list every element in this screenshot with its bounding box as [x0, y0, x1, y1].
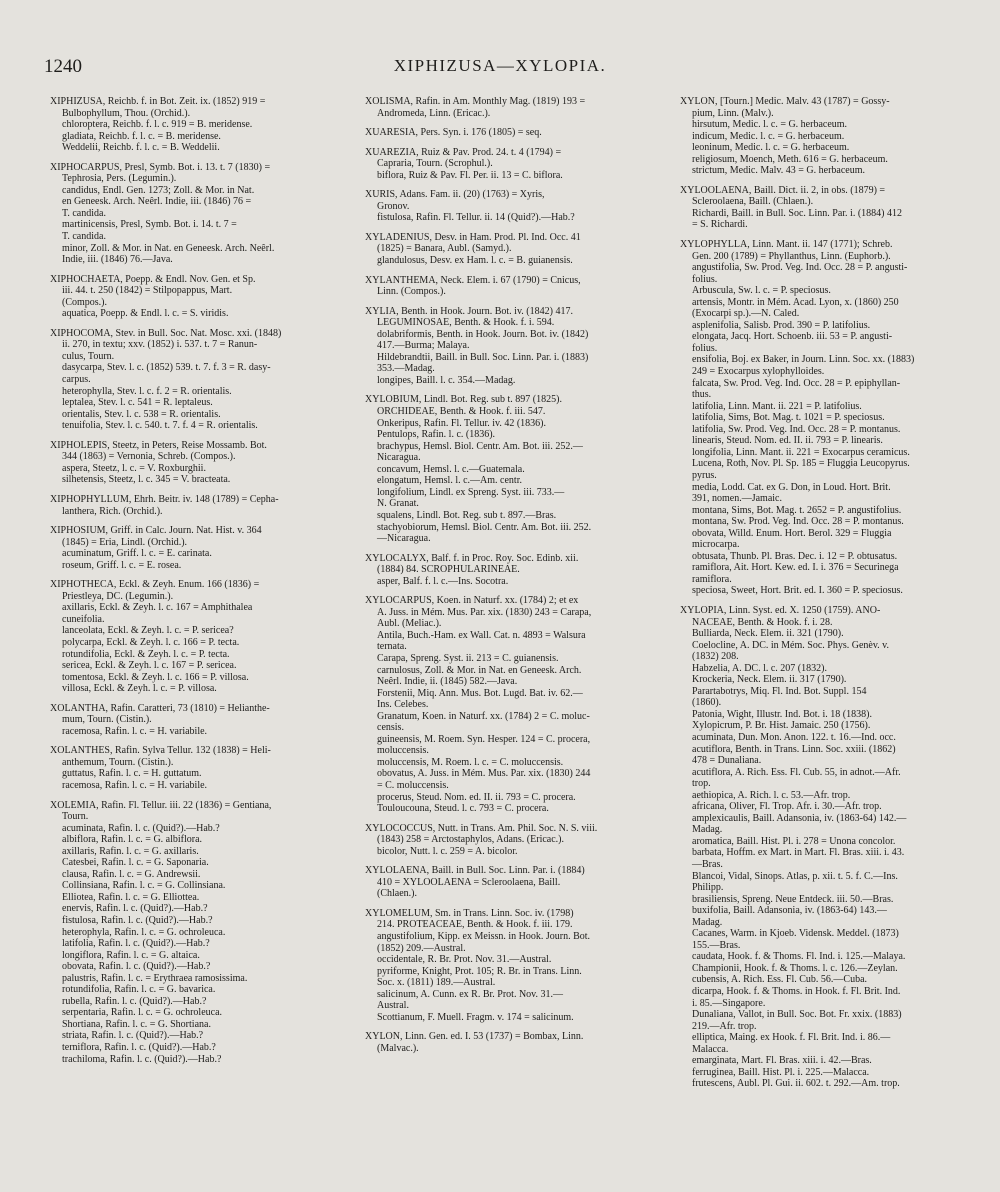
- entry-heading-line: XYLON, Linn. Gen. ed. I. 53 (1737) = Bombax, Linn.: [365, 1031, 584, 1043]
- entry-line: Capraria, Tourn. (Scrophul.).: [377, 158, 493, 170]
- entry-line: Championii, Hook. f. & Thoms. l. c. 126.—Zeylan.: [692, 962, 898, 974]
- entry-line: Lucena, Roth, Nov. Pl. Sp. 185 = Fluggia Leucopyrus.: [692, 458, 910, 470]
- entry-line: obtusata, Thunb. Pl. Bras. Dec. i. 12 = P. obtusatus.: [692, 550, 898, 562]
- genus-entry: [365, 908, 665, 1023]
- entry-line: Tephrosia, Pers. (Legumin.).: [62, 173, 177, 185]
- entry-heading-line: XYLOLAENA, Baill. in Bull. Soc. Linn. Par. i. (1884): [365, 865, 585, 877]
- entry-line: Malacca.: [692, 1043, 729, 1055]
- entry-line: 478 = Dunaliana.: [692, 755, 762, 767]
- entry-heading-line: XYLADENIUS, Desv. in Ham. Prod. Pl. Ind. Occ. 41: [365, 231, 581, 243]
- entry-line: biflora, Ruiz & Pav. Fl. Per. ii. 13 = C. biflora.: [377, 169, 563, 181]
- entry-line: Onkeripus, Rafin. Fl. Tellur. iv. 42 (1836).: [377, 417, 547, 429]
- entry-line: Dunaliana, Vallot, in Bull. Soc. Bot. Fr. xxix. (1883): [692, 1009, 902, 1021]
- entry-line: carpus.: [62, 374, 91, 386]
- entry-line: Weddelii, Reichb. f. l. c. = B. Weddelii.: [62, 142, 220, 154]
- entry-line: Nicaragua.: [377, 452, 421, 464]
- page-title: XIPHIZUSA—XYLOPIA.: [393, 56, 607, 75]
- entry-line: Madag.: [692, 824, 723, 836]
- entry-line: N. Granat.: [377, 498, 419, 510]
- entry-line: salicinum, A. Cunn. ex R. Br. Prot. Nov. 31.—: [377, 988, 564, 1000]
- genus-entry: [365, 553, 665, 588]
- genus-entry: [50, 703, 350, 738]
- entry-line: squalens, Lindl. Bot. Reg. sub t. 897.—Bras.: [377, 509, 557, 521]
- entry-line: procerus, Steud. Nom. ed. II. ii. 793 = C. procera.: [377, 791, 576, 803]
- entry-line: 155.—Bras.: [692, 939, 741, 951]
- genus-entry: [50, 494, 350, 517]
- entry-line: obovatus, A. Juss. in Mém. Mus. Par. xix. (1830) 244: [377, 768, 591, 780]
- entry-line: striata, Rafin. l. c. (Quid?).—Hab.?: [62, 1030, 204, 1042]
- entry-line: heterophylla, Stev. l. c. f. 2 = R. orientalis.: [62, 385, 232, 397]
- entry-line: iii. 44. t. 250 (1842) = Stilpopappus, Mart.: [62, 285, 233, 297]
- entry-line: stachyobiorum, Hemsl. Biol. Centr. Am. Bot. iii. 252.: [377, 521, 592, 533]
- entry-line: (Chlaen.).: [377, 888, 417, 900]
- entry-line: latifolia, Sims, Bot. Mag. t. 1021 = P. speciosus.: [692, 412, 885, 424]
- entry-heading-line: XIPHOCARPUS, Presl, Symb. Bot. i. 13. t. 7 (1830) =: [50, 161, 271, 173]
- entry-line: cuneifolia.: [62, 613, 105, 625]
- entry-line: angustifolium, Kipp. ex Meissn. in Hook. Journ. Bot.: [377, 931, 591, 942]
- entry-line: frutescens, Aubl. Pl. Gui. ii. 602. t. 292.—Am. trop.: [692, 1078, 900, 1090]
- entry-heading-line: XOLANTHA, Rafin. Caratteri, 73 (1810) = Helianthe-: [50, 702, 270, 714]
- genus-entry: [365, 275, 665, 298]
- entry-line: Neêrl. Indie, ii. (1845) 582.—Java.: [377, 676, 518, 688]
- entry-line: (1884) 84. SCROPHULARINEAE.: [377, 564, 520, 576]
- genus-entry: [365, 823, 665, 858]
- entry-line: montana, Sw. Prod. Veg. Ind. Occ. 28 = P. montanus.: [692, 516, 904, 528]
- entry-heading-line: XYLOCOCCUS, Nutt. in Trans. Am. Phil. Soc. N. S. viii.: [365, 822, 598, 834]
- entry-line: A. Juss. in Mém. Mus. Par. xix. (1830) 243 = Carapa,: [377, 606, 592, 618]
- entry-line: acuminata, Rafin. l. c. (Quid?).—Hab.?: [62, 822, 220, 834]
- entry-line: ramiflora.: [692, 573, 732, 585]
- entry-line: heterophyla, Rafin. l. c. = G. ochroleuca.: [62, 926, 226, 938]
- entry-line: hirsutum, Medic. l. c. = G. herbaceum.: [692, 119, 848, 131]
- entry-line: angustifolia, Sw. Prod. Veg. Ind. Occ. 28 = P. angusti-: [692, 262, 908, 274]
- entry-line: montana, Sims, Bot. Mag. t. 2652 = P. angustifolius.: [692, 504, 902, 516]
- entry-line: gladiata, Reichb. f. l. c. = B. meridense.: [62, 130, 221, 142]
- entry-line: glandulosus, Desv. ex Ham. l. c. = B. guianensis.: [377, 255, 573, 267]
- entry-line: 249 = Exocarpus xylophylloides.: [692, 366, 825, 378]
- entry-line: Touloucouna, Steud. l. c. 793 = C. procera.: [377, 803, 549, 815]
- entry-line: Pentulops, Rafin. l. c. (1836).: [377, 429, 496, 441]
- entry-line: Antila, Buch.-Ham. ex Wall. Cat. n. 4893 = Walsura: [377, 629, 586, 641]
- entry-line: amplexicaulis, Baill. Adansonia, iv. (1863-64) 142.—: [692, 812, 907, 824]
- entry-line: 410 = XYLOOLAENA = Scleroolaena, Baill.: [377, 876, 561, 888]
- genus-entry: [365, 595, 665, 814]
- page-number: 1240: [44, 56, 82, 77]
- entry-line: occidentale, R. Br. Prot. Nov. 31.—Austral.: [377, 954, 552, 966]
- entry-line: guineensis, M. Roem. Syn. Hesper. 124 = C. procera,: [377, 733, 591, 745]
- entry-line: dicarpa, Hook. f. & Thoms. in Hook. f. Fl. Brit. Ind.: [692, 986, 901, 998]
- entry-line: carnulosus, Zoll. & Mor. in Nat. en Geneesk. Arch.: [377, 664, 582, 676]
- entry-line: guttatus, Rafin. l. c. = H. guttatum.: [62, 768, 202, 780]
- entry-line: aquatica, Poepp. & Endl. l. c. = S. viridis.: [62, 308, 229, 320]
- entry-line: Xylopicrum, P. Br. Hist. Jamaic. 250 (1756).: [692, 720, 871, 732]
- entry-line: acutiflora, Benth. in Trans. Linn. Soc. xxiii. (1862): [692, 743, 896, 755]
- entry-line: = C. moluccensis.: [377, 779, 449, 791]
- entry-line: Catesbei, Rafin. l. c. = G. Saponaria.: [62, 857, 209, 869]
- entry-line: ORCHIDEAE, Benth. & Hook. f. iii. 547.: [377, 406, 546, 418]
- entry-line: thus.: [692, 389, 712, 401]
- entry-line: minor, Zoll. & Mor. in Nat. en Geneesk. Arch. Neêrl.: [62, 242, 275, 254]
- entry-line: T. candida.: [62, 207, 106, 219]
- entry-line: martinicensis, Presl, Symb. Bot. i. 14. t. 7 =: [62, 219, 237, 231]
- page-header: [0, 56, 1000, 86]
- entry-line: ferruginea, Baill. Hist. Pl. i. 225.—Malacca.: [692, 1066, 870, 1078]
- entry-line: elongata, Jacq. Hort. Schoenb. iii. 53 = P. angusti-: [692, 331, 893, 343]
- genus-entry: [365, 394, 665, 544]
- entry-line: pium, Linn. (Malv.).: [692, 107, 774, 119]
- entry-line: 214. PROTEACEAE, Benth. & Hook. f. iii. 179.: [377, 919, 573, 931]
- entry-line: Arbuscula, Sw. l. c. = P. speciosus.: [692, 285, 831, 297]
- entry-heading-line: XURIS, Adans. Fam. ii. (20) (1763) = Xyris,: [365, 189, 545, 201]
- entry-line: latifolia, Sw. Prod. Veg. Ind. Occ. 28 = P. montanus.: [692, 423, 901, 435]
- genus-entry: [50, 440, 350, 486]
- entry-line: Carapa, Spreng. Syst. ii. 213 = C. guianensis.: [377, 652, 559, 664]
- genus-entry: [365, 189, 665, 224]
- entry-line: Parartabotrys, Miq. Fl. Ind. Bot. Suppl. 154: [692, 685, 867, 697]
- entry-line: indicum, Medic. l. c. = G. herbaceum.: [692, 130, 845, 142]
- entry-line: Habzelia, A. DC. l. c. 207 (1832).: [692, 662, 827, 674]
- entry-line: Andromeda, Linn. (Ericac.).: [377, 107, 491, 119]
- entry-line: strictum, Medic. Malv. 43 = G. herbaceum.: [692, 165, 866, 177]
- entry-line: racemosa, Rafin. l. c. = H. variabile.: [62, 725, 208, 737]
- entry-line: Soc. x. (1811) 189.—Austral.: [377, 977, 496, 989]
- entry-line: chloroptera, Reichb. f. l. c. 919 = B. meridense.: [62, 119, 253, 131]
- entry-line: Krockeria, Neck. Elem. ii. 317 (1790).: [692, 674, 847, 686]
- entry-line: tenuifolia, Stev. l. c. 540. t. 7. f. 4 = R. orientalis.: [62, 420, 258, 432]
- entry-heading-line: XIPHOLEPIS, Steetz, in Peters, Reise Mossamb. Bot.: [50, 439, 267, 451]
- entry-line: pyrus.: [692, 469, 717, 481]
- entry-line: Bulbophyllum, Thou. (Orchid.).: [62, 107, 191, 119]
- entry-line: dolabriformis, Benth. in Hook. Journ. Bot. iv. (1842): [377, 328, 589, 340]
- entry-line: ramiflora, Ait. Hort. Kew. ed. I. i. 376 = Securinega: [692, 562, 899, 574]
- entry-line: Richardi, Baill. in Bull. Soc. Linn. Par. i. (1884) 412: [692, 207, 902, 219]
- entry-line: cubensis, A. Rich. Ess. Fl. Cub. 56.—Cuba.: [692, 974, 868, 986]
- genus-entry: [50, 162, 350, 266]
- entry-line: 219.—Afr. trop.: [692, 1020, 757, 1032]
- entry-line: Philipp.: [692, 882, 724, 894]
- entry-line: T. candida.: [62, 231, 106, 243]
- entry-heading-line: XYLOCARPUS, Koen. in Naturf. xx. (1784) 2; et ex: [365, 595, 579, 607]
- genus-entry: [680, 605, 980, 1090]
- entry-line: rotundifolia, Eckl. & Zeyh. l. c. = P. tecta.: [62, 648, 230, 660]
- entry-line: microcarpa.: [692, 539, 740, 551]
- genus-entry: [680, 96, 980, 177]
- entry-line: asplenifolia, Salisb. Prod. 390 = P. latifolius.: [692, 319, 871, 331]
- entry-line: tomentosa, Eckl. & Zeyh. l. c. 166 = P. villosa.: [62, 671, 249, 683]
- entry-line: folius.: [692, 342, 718, 354]
- entry-line: silhetensis, Steetz, l. c. 345 = V. bracteata.: [62, 474, 231, 486]
- entry-line: Scottianum, F. Muell. Fragm. v. 174 = salicinum.: [377, 1011, 574, 1023]
- entry-line: LEGUMINOSAE, Benth. & Hook. f. i. 594.: [377, 317, 555, 329]
- entry-line: Scleroolaena, Baill. (Chlaen.).: [692, 196, 814, 208]
- column-2: [365, 96, 665, 1062]
- entry-line: Blancoi, Vidal, Sinops. Atlas, p. xii. t. 5. f. C.—Ins.: [692, 870, 898, 882]
- entry-line: elongatum, Hemsl. l. c.—Am. centr.: [377, 475, 522, 487]
- entry-line: fistulosa, Rafin. l. c. (Quid?).—Hab.?: [62, 915, 213, 926]
- entry-heading-line: XYLON, [Tourn.] Medic. Malv. 43 (1787) = Gossy-: [680, 96, 890, 107]
- entry-line: en Geneesk. Arch. Neêrl. Indie, iii. (1846) 76 =: [62, 196, 252, 208]
- entry-line: Aubl. (Meliac.).: [377, 618, 442, 630]
- entry-line: Hildebrandtii, Baill. in Bull. Soc. Linn. Par. i. (1883): [377, 351, 589, 363]
- entry-line: africana, Oliver, Fl. Trop. Afr. i. 30.—Afr. trop.: [692, 801, 882, 813]
- entry-line: albiflora, Rafin. l. c. = G. albiflora.: [62, 834, 203, 846]
- genus-entry: [50, 745, 350, 791]
- column-3: [680, 96, 980, 1098]
- entry-line: buxifolia, Baill. Adansonia, iv. (1863-64) 143.—: [692, 905, 887, 917]
- entry-line: dasycarpa, Stev. l. c. (1852) 539. t. 7. f. 3 = R. dasy-: [62, 362, 271, 374]
- entry-line: Bulliarda, Neck. Elem. ii. 321 (1790).: [692, 628, 844, 640]
- entry-line: concavum, Hemsl. l. c.—Guatemala.: [377, 463, 525, 475]
- genus-entry: [50, 274, 350, 320]
- entry-line: serpentaria, Rafin. l. c. = G. ochroleuca.: [62, 1007, 223, 1019]
- entry-line: censis.: [377, 722, 404, 734]
- entry-line: axillaris, Rafin. l. c. = G. axillaris.: [62, 845, 199, 857]
- entry-line: Linn. (Compos.).: [377, 286, 446, 298]
- entry-line: Forstenii, Miq. Ann. Mus. Bot. Lugd. Bat. iv. 62.—: [377, 687, 583, 699]
- entry-line: emarginata, Mart. Fl. Bras. xiii. i. 42.—Bras.: [692, 1055, 872, 1067]
- entry-line: ii. 270, in textu; xxv. (1852) i. 537. t. 7 = Ranun-: [62, 339, 258, 351]
- entry-line: Elliotea, Rafin. l. c. = G. Elliottea.: [62, 891, 200, 903]
- entry-line: obovata, Rafin. l. c. (Quid?).—Hab.?: [62, 961, 211, 973]
- entry-heading-line: XYLANTHEMA, Neck. Elem. i. 67 (1790) = Cnicus,: [365, 274, 581, 286]
- entry-line: Coelocline, A. DC. in Mém. Soc. Phys. Genèv. v.: [692, 639, 890, 651]
- genus-entry: [680, 239, 980, 597]
- entry-line: Madag.: [692, 916, 723, 928]
- entry-heading-line: XYLOCALYX, Balf. f. in Proc. Roy. Soc. Edinb. xii.: [365, 552, 579, 564]
- entry-line: rubella, Rafin. l. c. (Quid?).—Hab.?: [62, 995, 207, 1007]
- genus-entry: [365, 147, 665, 182]
- entry-line: lanceolata, Eckl. & Zeyh. l. c. = P. sericea?: [62, 625, 234, 637]
- entry-line: Austral.: [377, 1000, 409, 1012]
- entry-line: i. 85.—Singapore.: [692, 997, 766, 1009]
- entry-line: clausa, Rafin. l. c. = G. Andrewsii.: [62, 868, 201, 880]
- entry-heading-line: XOLISMA, Rafin. in Am. Monthly Mag. (1819) 193 =: [365, 96, 586, 107]
- entry-line: Priestleya, DC. (Legumin.).: [62, 590, 174, 602]
- entry-line: falcata, Sw. Prod. Veg. Ind. Occ. 28 = P. epiphyllan-: [692, 377, 901, 389]
- entry-line: barbata, Hoffm. ex Mart. in Mart. Fl. Bras. xiii. i. 43.: [692, 847, 905, 859]
- entry-line: aspera, Steetz, l. c. = V. Roxburghii.: [62, 462, 206, 474]
- entry-line: artensis, Montr. in Mém. Acad. Lyon, x. (1860) 250: [692, 296, 899, 308]
- entry-line: longifolia, Linn. Mant. ii. 221 = Exocarpus ceramicus.: [692, 446, 910, 458]
- entry-line: Patonia, Wight, Illustr. Ind. Bot. i. 18 (1838).: [692, 708, 872, 720]
- entry-line: 353.—Madag.: [377, 363, 435, 375]
- entry-line: orientalis, Stev. l. c. 538 = R. orientalis.: [62, 408, 221, 420]
- entry-heading-line: XUAREZIA, Ruiz & Pav. Prod. 24. t. 4 (1794) =: [365, 146, 562, 158]
- entry-line: roseum, Griff. l. c. = E. rosea.: [62, 559, 182, 571]
- entry-line: (1843) 258 = Arctostaphylos, Adans. (Ericac.).: [377, 834, 564, 846]
- entry-line: 417.—Burma; Malaya.: [377, 340, 470, 352]
- entry-line: latifolia, Rafin. l. c. (Quid?).—Hab.?: [62, 938, 210, 950]
- genus-entry: [365, 865, 665, 900]
- entry-line: villosa, Eckl. & Zeyh. l. c. = P. villosa.: [62, 683, 217, 695]
- entry-heading-line: XIPHOCOMA, Stev. in Bull. Soc. Nat. Mosc. xxi. (1848): [50, 327, 282, 339]
- entry-line: speciosa, Sweet, Hort. Brit. ed. I. 360 = P. speciosus.: [692, 585, 903, 597]
- entry-heading-line: XIPHOTHECA, Eckl. & Zeyh. Enum. 166 (1836) =: [50, 579, 260, 591]
- entry-line: rotundifolia, Rafin. l. c. = G. bavarica.: [62, 984, 216, 996]
- entry-line: Tourn.: [62, 811, 89, 823]
- genus-entry: [680, 185, 980, 231]
- entry-line: trop.: [692, 778, 711, 790]
- entry-line: (1825) = Banara, Aubl. (Samyd.).: [377, 243, 512, 255]
- column-1: [50, 96, 350, 1073]
- entry-line: brachypus, Hemsl. Biol. Centr. Am. Bot. iii. 252.—: [377, 440, 583, 452]
- entry-line: leptalea, Stev. l. c. 541 = R. leptaleus.: [62, 397, 213, 409]
- entry-line: (1860).: [692, 697, 722, 709]
- entry-line: aethiopica, A. Rich. l. c. 53.—Afr. trop.: [692, 789, 851, 801]
- entry-line: acuminata, Dun. Mon. Anon. 122. t. 16.—Ind. occ.: [692, 731, 896, 743]
- entry-line: pyriforme, Knight, Prot. 105; R. Br. in Trans. Linn.: [377, 965, 582, 977]
- entry-heading-line: XUARESIA, Pers. Syn. i. 176 (1805) = seq.: [365, 127, 542, 139]
- entry-heading-line: XIPHOPHYLLUM, Ehrh. Beitr. iv. 148 (1789) = Cepha-: [50, 493, 279, 505]
- entry-line: mum, Tourn. (Cistin.).: [62, 714, 152, 726]
- genus-entry: [365, 232, 665, 267]
- genus-entry: [50, 96, 350, 154]
- genus-entry: [50, 328, 350, 432]
- genus-entry: [365, 127, 665, 139]
- entry-line: bicolor, Nutt. l. c. 259 = A. bicolor.: [377, 845, 518, 857]
- entry-line: moluccensis.: [377, 745, 429, 757]
- entry-line: 344 (1863) = Vernonia, Schreb. (Compos.).: [62, 451, 236, 463]
- entry-line: longifolium, Lindl. ex Spreng. Syst. iii. 733.—: [377, 486, 565, 498]
- entry-line: obovata, Willd. Enum. Hort. Berol. 329 = Fluggia: [692, 527, 892, 539]
- entry-line: Gen. 200 (1789) = Phyllanthus, Linn. (Euphorb.).: [692, 250, 891, 262]
- entry-line: —Bras.: [692, 859, 723, 870]
- entry-line: longipes, Baill. l. c. 354.—Madag.: [377, 374, 516, 386]
- entry-line: ternata.: [377, 641, 407, 653]
- entry-line: trachiloma, Rafin. l. c. (Quid?).—Hab.?: [62, 1053, 222, 1065]
- entry-line: 391, nomen.—Jamaic.: [692, 493, 782, 505]
- entry-line: lanthera, Rich. (Orchid.).: [62, 505, 163, 517]
- entry-line: enervis, Rafin. l. c. (Quid?).—Hab.?: [62, 903, 208, 915]
- entry-line: Gronov.: [377, 200, 410, 212]
- entry-line: (1845) = Eria, Lindl. (Orchid.).: [62, 536, 188, 548]
- entry-line: brasiliensis, Spreng. Neue Entdeck. iii. 50.—Bras.: [692, 893, 894, 905]
- genus-entry: [365, 306, 665, 387]
- entry-line: Cacanes, Warm. in Kjoeb. Vidensk. Meddel. (1873): [692, 928, 899, 940]
- entry-line: Granatum, Koen. in Naturf. xx. (1784) 2 = C. moluc-: [377, 710, 590, 722]
- entry-line: acuminatum, Griff. l. c. = E. carinata.: [62, 548, 212, 560]
- entry-line: (Compos.).: [62, 296, 107, 308]
- entry-line: NACEAE, Benth. & Hook. f. i. 28.: [692, 616, 833, 628]
- entry-line: culus, Tourn.: [62, 350, 115, 362]
- entry-line: ensifolia, Boj. ex Baker, in Journ. Linn. Soc. xx. (1883): [692, 354, 915, 366]
- entry-line: (1852) 209.—Austral.: [377, 942, 466, 954]
- entry-heading-line: XYLOBIUM, Lindl. Bot. Reg. sub t. 897 (1825).: [365, 394, 562, 406]
- entry-line: anthemum, Tourn. (Cistin.).: [62, 756, 174, 768]
- entry-line: axillaris, Eckl. & Zeyh. l. c. 167 = Amphithalea: [62, 602, 253, 614]
- entry-line: linearis, Steud. Nom. ed. II. ii. 793 = P. linearis.: [692, 435, 883, 447]
- entry-heading-line: XIPHOSIUM, Griff. in Calc. Journ. Nat. Hist. v. 364: [50, 525, 262, 537]
- entry-line: racemosa, Rafin. l. c. = H. variabile.: [62, 779, 208, 791]
- entry-line: Shortiana, Rafin. l. c. = G. Shortiana.: [62, 1018, 211, 1030]
- entry-line: (Exocarpi sp.).—N. Caled.: [692, 308, 800, 320]
- entry-line: moluccensis, M. Roem. l. c. = C. moluccensis.: [377, 756, 564, 768]
- entry-line: leoninum, Medic. l. c. = G. herbaceum.: [692, 142, 850, 154]
- entry-line: Ins. Celebes.: [377, 699, 429, 711]
- entry-line: —Nicaragua.: [377, 533, 431, 545]
- entry-line: terniflora, Rafin. l. c. (Quid?).—Hab.?: [62, 1042, 216, 1054]
- entry-line: polycarpa, Eckl. & Zeyh. l. c. 166 = P. tecta.: [62, 636, 240, 648]
- entry-line: media, Lodd. Cat. ex G. Don, in Loud. Hort. Brit.: [692, 481, 891, 493]
- entry-line: sericea, Eckl. & Zeyh. l. c. 167 = P. sericea.: [62, 660, 237, 672]
- entry-line: = S. Richardi.: [692, 219, 748, 231]
- entry-line: palustris, Rafin. l. c. = Erythraea ramosissima.: [62, 972, 248, 984]
- entry-line: (Malvac.).: [377, 1042, 419, 1054]
- entry-line: longiflora, Rafin. l. c. = G. altaica.: [62, 949, 200, 961]
- entry-line: caudata, Hook. f. & Thoms. Fl. Ind. i. 125.—Malaya.: [692, 951, 906, 963]
- entry-line: aromatica, Baill. Hist. Pl. i. 278 = Unona concolor.: [692, 835, 896, 847]
- entry-heading-line: XYLIA, Benth. in Hook. Journ. Bot. iv. (1842) 417.: [365, 305, 573, 317]
- entry-heading-line: XYLOPHYLLA, Linn. Mant. ii. 147 (1771); Schreb.: [680, 239, 893, 251]
- entry-line: religiosum, Moench, Meth. 616 = G. herbaceum.: [692, 153, 888, 165]
- entry-line: acutiflora, A. Rich. Ess. Fl. Cub. 55, in adnot.—Afr.: [692, 766, 901, 778]
- genus-entry: [50, 525, 350, 571]
- entry-heading-line: XIPHIZUSA, Reichb. f. in Bot. Zeit. ix. (1852) 919 =: [50, 96, 266, 107]
- genus-entry: [365, 96, 665, 119]
- entry-line: candidus, Endl. Gen. 1273; Zoll. & Mor. in Nat.: [62, 184, 255, 196]
- genus-entry: [50, 579, 350, 694]
- entry-line: Indie, iii. (1846) 76.—Java.: [62, 254, 173, 266]
- genus-entry: [365, 1031, 665, 1054]
- entry-line: folius.: [692, 273, 718, 285]
- entry-line: (1832) 208.: [692, 651, 739, 663]
- entry-heading-line: XYLOOLAENA, Baill. Dict. ii. 2, in obs. (1879) =: [680, 184, 886, 196]
- genus-entry: [50, 800, 350, 1066]
- entry-line: fistulosa, Rafin. Fl. Tellur. ii. 14 (Quid?).—Hab.?: [377, 212, 575, 224]
- entry-heading-line: XIPHOCHAETA, Poepp. & Endl. Nov. Gen. et Sp.: [50, 273, 256, 285]
- entry-line: elliptica, Maing. ex Hook. f. Fl. Brit. Ind. i. 86.—: [692, 1032, 891, 1044]
- entry-heading-line: XOLEMIA, Rafin. Fl. Tellur. iii. 22 (1836) = Gentiana,: [50, 799, 272, 811]
- entry-heading-line: XYLOMELUM, Sm. in Trans. Linn. Soc. iv. (1798): [365, 907, 574, 919]
- entry-line: latifolia, Linn. Mant. ii. 221 = P. latifolius.: [692, 400, 862, 412]
- entry-line: asper, Balf. f. l. c.—Ins. Socotra.: [377, 575, 509, 587]
- entry-line: Collinsiana, Rafin. l. c. = G. Collinsiana.: [62, 880, 226, 892]
- entry-heading-line: XYLOPIA, Linn. Syst. ed. X. 1250 (1759). ANO-: [680, 604, 881, 616]
- entry-heading-line: XOLANTHES, Rafin. Sylva Tellur. 132 (1838) = Heli-: [50, 745, 271, 757]
